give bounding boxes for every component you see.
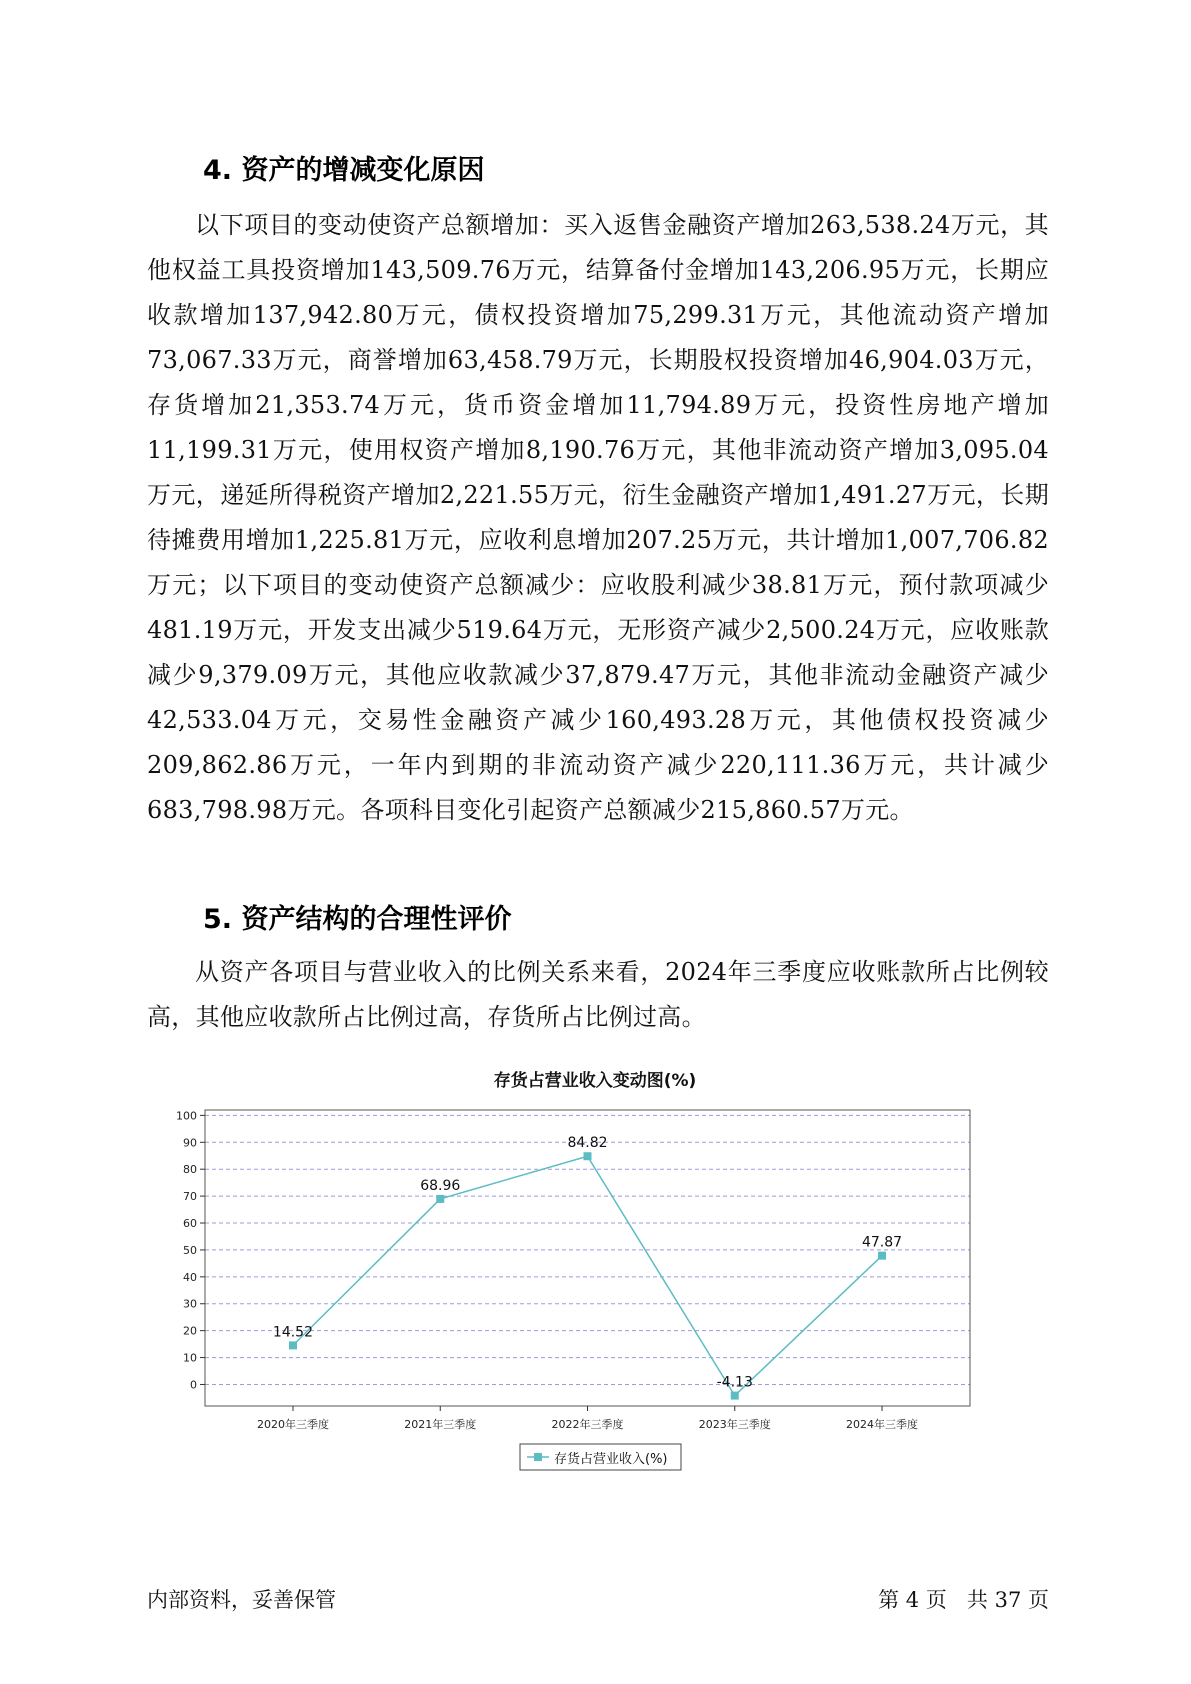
y-axis-ticks	[176, 1109, 205, 1391]
paragraph-asset-change-reasons: 以下项目的变动使资产总额增加：买入返售金融资产增加263,538.24万元，其他权益工具投资增加143,509.76万元，结算备付金增加143,206.95万元，长期应收款增加137,942.80万元，债权投资增加75,299.31万元，其他流动资产增加73,067.33万元，商誉增加63,458.79万元，长期股权投资增加46,904.03万元，存货增加21,353.74万元，货币资金增加11,794.89万元，投资性房地产增加11,199.31万元，使用权资产增加8,190.76万元，其他非流动资产增加3,095.04万元，递延所得税资产增加2,221.55万元，衍生金融资产增加1,491.27万元，长期待摊费用增加1,225.81万元，应收利息增加207.25万元，共计增加1,007,706.82万元；以下项目的变动使资产总额减少：应收股利减少38.81万元，预付款项减少481.19万元，开发支出减少519.64万元，无形资产减少2,500.24万元，应收账款减少9,379.09万元，其他应收款减少37,879.47万元，其他非流动金融资产减少42,533.04万元，交易性金融资产减少160,493.28万元，其他债权投资减少209,862.86万元，一年内到期的非流动资产减少220,111.36万元，共计减少683,798.98万元。各项科目变化引起资产总额减少215,860.57万元。	[147, 211, 1049, 824]
chart-legend	[520, 1444, 681, 1470]
data-point-label: 14.52	[272, 1324, 314, 1341]
x-tick-label: 2022年三季度	[551, 1418, 624, 1431]
data-point-marker	[584, 1152, 592, 1160]
page-total: 37	[994, 1588, 1022, 1612]
x-tick-label: 2024年三季度	[846, 1418, 919, 1431]
x-tick-label: 2023年三季度	[698, 1418, 771, 1431]
series-line	[293, 1156, 882, 1395]
legend-marker	[534, 1453, 542, 1461]
data-point-label: 84.82	[567, 1135, 608, 1152]
data-point-label: 47.87	[861, 1234, 903, 1251]
y-tick-label: 10	[183, 1351, 197, 1365]
y-tick-label: 80	[183, 1163, 197, 1177]
total-suffix: 页	[1028, 1588, 1049, 1612]
y-tick-label: 0	[190, 1378, 197, 1392]
data-point-marker	[436, 1195, 444, 1203]
data-point-marker	[289, 1341, 297, 1349]
y-tick-label: 30	[183, 1297, 197, 1311]
chart-title: 存货占营业收入变动图(%)	[493, 1071, 697, 1091]
paragraph-asset-structure-evaluation: 从资产各项目与营业收入的比例关系来看，2024年三季度应收账款所占比例较高，其他应收款所占比例过高，存货所占比例过高。	[147, 958, 1049, 1031]
legend-label: 存货占营业收入(%)	[554, 1452, 668, 1467]
section-heading-asset-change-reasons: 4. 资产的增减变化原因	[203, 155, 485, 186]
page-current: 4	[905, 1588, 920, 1612]
y-tick-label: 50	[183, 1243, 197, 1257]
page-prefix: 第	[878, 1588, 900, 1612]
y-tick-label: 70	[183, 1190, 197, 1204]
series-layer	[273, 1135, 902, 1399]
x-tick-label: 2020年三季度	[256, 1418, 329, 1431]
y-tick-label: 100	[176, 1109, 197, 1123]
total-prefix: 共	[966, 1588, 988, 1612]
section-heading-asset-structure-evaluation: 5. 资产结构的合理性评价	[203, 904, 512, 935]
data-point-marker	[731, 1392, 739, 1400]
x-axis-ticks	[257, 1406, 918, 1431]
inventory-ratio-line-chart	[150, 1068, 1030, 1522]
x-tick-label: 2021年三季度	[404, 1418, 477, 1431]
data-point-marker	[878, 1252, 886, 1260]
footer-page-number	[878, 1584, 1049, 1614]
page-mid: 页	[925, 1588, 947, 1612]
y-tick-label: 20	[183, 1324, 197, 1338]
data-point-label: -4.13	[716, 1374, 753, 1391]
footer-confidential-note: 内部资料，妥善保管	[147, 1588, 336, 1612]
y-tick-label: 40	[183, 1270, 197, 1284]
y-tick-label: 90	[183, 1136, 197, 1150]
y-tick-label: 60	[183, 1217, 197, 1231]
data-point-label: 68.96	[420, 1177, 461, 1194]
